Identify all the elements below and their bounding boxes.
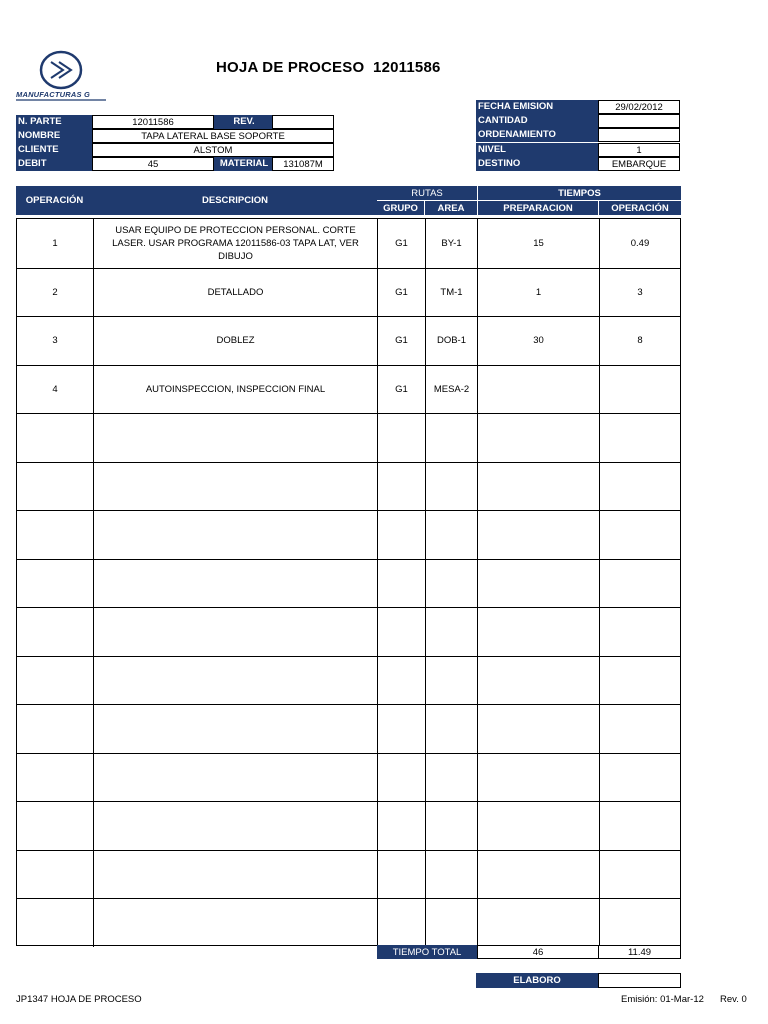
cliente-value: ALSTOM xyxy=(92,143,334,157)
descripcion-cell: DETALLADO xyxy=(94,269,378,317)
logo-text: MANUFACTURAS G xyxy=(16,90,91,99)
nivel-label: NIVEL xyxy=(476,143,598,157)
table-row xyxy=(17,413,680,462)
operacion-tiempo-cell: 3 xyxy=(637,286,643,298)
preparacion-cell xyxy=(478,851,600,899)
grupo-cell: G1 xyxy=(378,317,426,365)
descripcion-cell xyxy=(94,657,378,705)
grupo-cell xyxy=(378,560,426,608)
material-label: MATERIAL xyxy=(214,157,272,171)
preparacion-cell xyxy=(478,705,600,753)
operacion-tiempo-cell xyxy=(600,414,680,462)
preparacion-cell: 15 xyxy=(478,219,600,268)
grupo-cell xyxy=(378,705,426,753)
operacion-cell xyxy=(17,608,94,656)
debit-value: 45 xyxy=(92,157,214,171)
grupo-cell xyxy=(378,511,426,559)
operacion-cell xyxy=(17,802,94,850)
table-row xyxy=(17,801,680,850)
area-cell xyxy=(426,705,478,753)
descripcion-cell xyxy=(94,802,378,850)
area-cell xyxy=(426,463,478,511)
rev-value xyxy=(272,115,334,129)
operacion-cell: 4 xyxy=(17,366,94,414)
table-row xyxy=(17,704,680,753)
preparacion-cell: 30 xyxy=(478,317,600,365)
area-cell: MESA-2 xyxy=(426,366,478,414)
descripcion-cell xyxy=(94,560,378,608)
tiempo-total-preparacion: 46 xyxy=(477,945,599,959)
grupo-cell xyxy=(378,414,426,462)
operacion-cell xyxy=(17,560,94,608)
company-logo xyxy=(16,46,108,104)
header-rutas: RUTAS xyxy=(377,186,477,200)
descripcion-cell: AUTOINSPECCION, INSPECCION FINAL xyxy=(94,366,378,414)
tiempo-total-label: TIEMPO TOTAL xyxy=(377,945,477,959)
grupo-cell xyxy=(378,802,426,850)
grupo-cell xyxy=(378,851,426,899)
operacion-tiempo-cell xyxy=(600,705,680,753)
table-row xyxy=(17,268,680,317)
fecha-emision-value: 29/02/2012 xyxy=(598,100,680,114)
table-row xyxy=(17,753,680,802)
cantidad-value xyxy=(598,114,680,128)
grupo-cell xyxy=(378,608,426,656)
area-cell: DOB-1 xyxy=(426,317,478,365)
header-operacion-tiempo: OPERACIÓN xyxy=(599,200,681,215)
n-parte-value: 12011586 xyxy=(92,115,214,129)
grupo-cell xyxy=(378,463,426,511)
n-parte-label: N. PARTE xyxy=(16,115,92,129)
operacion-tiempo-cell xyxy=(600,899,680,947)
table-row xyxy=(17,365,680,414)
operacion-cell xyxy=(17,463,94,511)
ordenamiento-value xyxy=(598,128,680,142)
operacion-tiempo-cell xyxy=(600,754,680,802)
area-cell xyxy=(426,608,478,656)
elaboro-label: ELABORO xyxy=(476,973,598,988)
header-preparacion: PREPARACION xyxy=(477,200,599,215)
descripcion-cell xyxy=(94,899,378,947)
operacion-cell xyxy=(17,851,94,899)
nivel-value: 1 xyxy=(598,143,680,157)
process-table-body xyxy=(16,218,681,946)
footer-document-id: JP1347 HOJA DE PROCESO xyxy=(16,994,142,1005)
cantidad-label: CANTIDAD xyxy=(476,114,598,128)
descripcion-cell xyxy=(94,414,378,462)
preparacion-cell xyxy=(478,414,600,462)
area-cell xyxy=(426,754,478,802)
operacion-cell xyxy=(17,511,94,559)
grupo-cell xyxy=(378,899,426,947)
table-row xyxy=(17,559,680,608)
area-cell xyxy=(426,560,478,608)
table-row xyxy=(17,462,680,511)
operacion-cell xyxy=(17,754,94,802)
operacion-tiempo-cell: 0.49 xyxy=(630,237,650,249)
descripcion-cell xyxy=(94,754,378,802)
preparacion-cell xyxy=(478,899,600,947)
fecha-emision-label: FECHA EMISION xyxy=(476,100,598,114)
operacion-cell xyxy=(17,705,94,753)
operacion-tiempo-cell: 8 xyxy=(637,335,643,347)
table-row xyxy=(17,607,680,656)
operacion-cell xyxy=(17,899,94,947)
preparacion-cell xyxy=(478,657,600,705)
page-title: HOJA DE PROCESO 12011586 xyxy=(216,59,441,76)
preparacion-cell xyxy=(478,560,600,608)
preparacion-cell xyxy=(478,463,600,511)
area-cell xyxy=(426,657,478,705)
area-cell xyxy=(426,899,478,947)
area-cell xyxy=(426,851,478,899)
grupo-cell: G1 xyxy=(378,219,426,268)
table-row xyxy=(17,219,680,268)
area-cell xyxy=(426,414,478,462)
operacion-cell: 1 xyxy=(17,219,94,268)
debit-label: DEBIT xyxy=(16,157,92,171)
footer-revision: Rev. 0 xyxy=(720,994,747,1005)
footer-emision: Emisión: 01-Mar-12 xyxy=(621,994,704,1005)
preparacion-cell xyxy=(478,802,600,850)
grupo-cell: G1 xyxy=(378,366,426,414)
elaboro-value xyxy=(598,973,681,988)
preparacion-cell: 1 xyxy=(478,269,600,317)
table-row xyxy=(17,316,680,365)
header-operacion: OPERACIÓN xyxy=(16,186,93,215)
descripcion-cell: USAR EQUIPO DE PROTECCION PERSONAL. CORTE LASER. USAR PROGRAMA 12011586-03 TAPA LAT, VER DIBUJO xyxy=(94,219,378,268)
preparacion-cell xyxy=(478,511,600,559)
operacion-cell xyxy=(17,657,94,705)
operacion-tiempo-cell xyxy=(600,802,680,850)
cliente-label: CLIENTE xyxy=(16,143,92,157)
table-row xyxy=(17,850,680,899)
area-cell: TM-1 xyxy=(426,269,478,317)
table-row xyxy=(17,656,680,705)
descripcion-cell xyxy=(94,851,378,899)
header-tiempos: TIEMPOS xyxy=(477,186,681,200)
grupo-cell: G1 xyxy=(378,269,426,317)
header-area: AREA xyxy=(425,200,477,215)
grupo-cell xyxy=(378,754,426,802)
operacion-cell: 3 xyxy=(17,317,94,365)
operacion-tiempo-cell xyxy=(600,560,680,608)
area-cell xyxy=(426,511,478,559)
nombre-label: NOMBRE xyxy=(16,129,92,143)
area-cell: BY-1 xyxy=(426,219,478,268)
preparacion-cell xyxy=(478,366,600,414)
operacion-tiempo-cell xyxy=(600,657,680,705)
preparacion-cell xyxy=(478,608,600,656)
tiempo-total-operacion: 11.49 xyxy=(598,945,681,959)
table-row xyxy=(17,510,680,559)
operacion-tiempo-cell xyxy=(600,511,680,559)
operacion-tiempo-cell xyxy=(600,851,680,899)
descripcion-cell xyxy=(94,705,378,753)
preparacion-cell xyxy=(478,754,600,802)
destino-value: EMBARQUE xyxy=(598,157,680,171)
operacion-cell: 2 xyxy=(17,269,94,317)
ordenamiento-label: ORDENAMIENTO xyxy=(476,128,598,142)
operacion-tiempo-cell xyxy=(600,608,680,656)
area-cell xyxy=(426,802,478,850)
material-value: 131087M xyxy=(272,157,334,171)
descripcion-cell xyxy=(94,463,378,511)
descripcion-cell xyxy=(94,608,378,656)
grupo-cell xyxy=(378,657,426,705)
operacion-tiempo-cell xyxy=(600,463,680,511)
descripcion-cell: DOBLEZ xyxy=(94,317,378,365)
table-row xyxy=(17,898,680,947)
operacion-tiempo-cell xyxy=(600,366,680,414)
nombre-value: TAPA LATERAL BASE SOPORTE xyxy=(92,129,334,143)
header-descripcion: DESCRIPCION xyxy=(93,186,377,215)
header-grupo: GRUPO xyxy=(377,200,425,215)
rev-label: REV. xyxy=(214,115,272,129)
operacion-cell xyxy=(17,414,94,462)
destino-label: DESTINO xyxy=(476,157,598,171)
descripcion-cell xyxy=(94,511,378,559)
